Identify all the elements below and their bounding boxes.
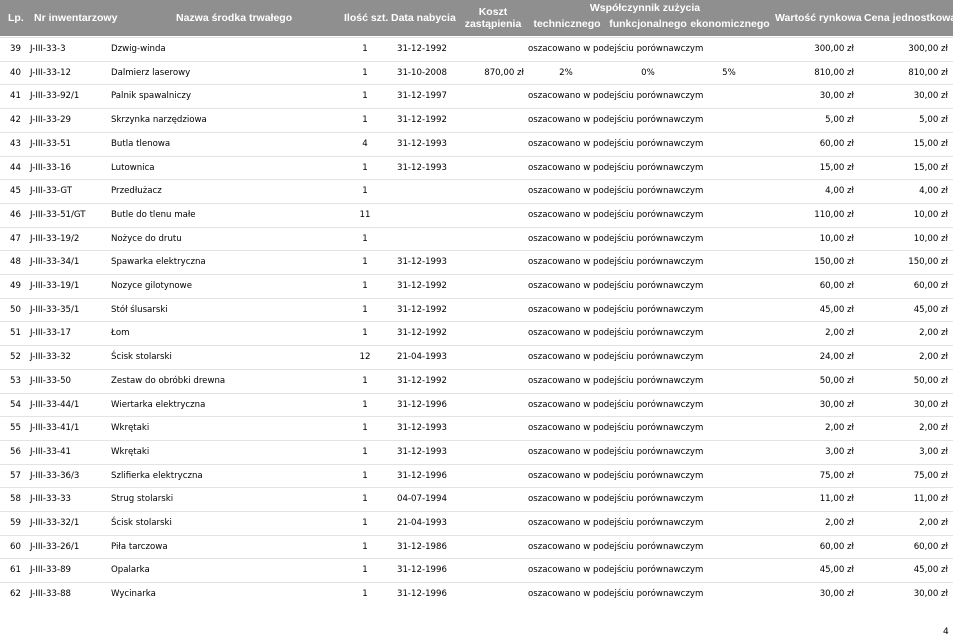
cell-koszt: 870,00 zł <box>484 68 524 78</box>
cell-data: 31-12-1993 <box>397 447 447 457</box>
cell-lp: 47 <box>10 234 21 244</box>
cell-wartosc: 60,00 zł <box>819 281 854 291</box>
cell-note: oszacowano w podejściu porównawczym <box>528 494 704 504</box>
cell-data: 31-12-1992 <box>397 328 447 338</box>
cell-nazwa: Stół ślusarski <box>111 305 168 315</box>
cell-cena: 10,00 zł <box>913 234 948 244</box>
cell-wartosc: 5,00 zł <box>825 115 854 125</box>
cell-lp: 62 <box>10 589 21 599</box>
cell-ilosc: 1 <box>362 494 368 504</box>
cell-ilosc: 1 <box>362 542 368 552</box>
cell-data: 31-12-1986 <box>397 542 447 552</box>
table-row <box>0 582 953 602</box>
cell-wartosc: 11,00 zł <box>819 494 854 504</box>
cell-cena: 5,00 zł <box>919 115 948 125</box>
cell-lp: 45 <box>10 186 21 196</box>
cell-wartosc: 150,00 zł <box>814 257 854 267</box>
cell-wartosc: 30,00 zł <box>819 91 854 101</box>
cell-nazwa: Przedłużacz <box>111 186 162 196</box>
cell-wartosc: 300,00 zł <box>814 44 854 54</box>
cell-data: 04-07-1994 <box>397 494 447 504</box>
cell-ilosc: 1 <box>362 163 368 173</box>
cell-nazwa: Ścisk stolarski <box>111 518 172 528</box>
cell-note: oszacowano w podejściu porównawczym <box>528 565 704 575</box>
cell-ilosc: 11 <box>359 210 371 220</box>
cell-note: oszacowano w podejściu porównawczym <box>528 91 704 101</box>
cell-nazwa: Lutownica <box>111 163 155 173</box>
cell-nr: J-III-33-29 <box>30 115 72 125</box>
cell-data: 31-10-2008 <box>397 68 447 78</box>
page-number: 4 <box>943 627 949 637</box>
cell-note: oszacowano w podejściu porównawczym <box>528 589 704 599</box>
cell-lp: 42 <box>10 115 21 125</box>
cell-nr: J-III-33-34/1 <box>30 257 80 267</box>
table-row <box>0 179 953 199</box>
cell-data: 31-12-1993 <box>397 139 447 149</box>
cell-nazwa: Łom <box>111 328 130 338</box>
cell-lp: 46 <box>10 210 21 220</box>
cell-nr: J-III-33-26/1 <box>30 542 80 552</box>
header-quantity: Ilość szt. <box>344 12 389 24</box>
cell-nr: J-III-33-36/3 <box>30 471 80 481</box>
table-row <box>0 321 953 341</box>
cell-data: 31-12-1992 <box>397 44 447 54</box>
cell-lp: 57 <box>10 471 21 481</box>
cell-nr: J-III-33-19/1 <box>30 281 80 291</box>
cell-nazwa: Butla tlenowa <box>111 139 171 149</box>
cell-ilosc: 12 <box>359 352 371 362</box>
table-row <box>0 535 953 555</box>
cell-cena: 11,00 zł <box>913 494 948 504</box>
cell-wartosc: 15,00 zł <box>819 163 854 173</box>
cell-lp: 39 <box>10 44 21 54</box>
cell-nr: J-III-33-3 <box>30 44 66 54</box>
cell-nr: J-III-33-GT <box>30 186 72 196</box>
cell-cena: 300,00 zł <box>908 44 948 54</box>
cell-data: 31-12-1993 <box>397 423 447 433</box>
cell-nr: J-III-33-32/1 <box>30 518 80 528</box>
cell-nazwa: Opalarka <box>111 565 150 575</box>
cell-ekon: 5% <box>722 68 736 78</box>
cell-wartosc: 24,00 zł <box>819 352 854 362</box>
cell-note: oszacowano w podejściu porównawczym <box>528 281 704 291</box>
cell-wartosc: 10,00 zł <box>819 234 854 244</box>
cell-nr: J-III-33-50 <box>30 376 72 386</box>
cell-ilosc: 1 <box>362 518 368 528</box>
cell-cena: 75,00 zł <box>913 471 948 481</box>
cell-cena: 810,00 zł <box>908 68 948 78</box>
header-unit-price: Cena jednostkowa <box>864 12 957 24</box>
cell-ilosc: 1 <box>362 328 368 338</box>
cell-ilosc: 1 <box>362 234 368 244</box>
cell-nr: J-III-33-32 <box>30 352 72 362</box>
cell-wartosc: 810,00 zł <box>814 68 854 78</box>
cell-ilosc: 1 <box>362 589 368 599</box>
cell-nazwa: Zestaw do obróbki drewna <box>111 376 226 386</box>
cell-ilosc: 4 <box>362 139 368 149</box>
cell-lp: 44 <box>10 163 21 173</box>
cell-wartosc: 60,00 zł <box>819 542 854 552</box>
cell-lp: 50 <box>10 305 21 315</box>
cell-data: 31-12-1997 <box>397 91 447 101</box>
cell-nr: J-III-33-35/1 <box>30 305 80 315</box>
cell-cena: 30,00 zł <box>913 91 948 101</box>
cell-funk: 0% <box>641 68 655 78</box>
cell-wartosc: 110,00 zł <box>814 210 854 220</box>
cell-ilosc: 1 <box>362 68 368 78</box>
table-row <box>0 393 953 413</box>
cell-nr: J-III-33-51/GT <box>30 210 86 220</box>
table-row <box>0 61 953 81</box>
cell-note: oszacowano w podejściu porównawczym <box>528 423 704 433</box>
cell-data: 21-04-1993 <box>397 518 447 528</box>
cell-nazwa: Skrzynka narzędziowa <box>111 115 207 125</box>
cell-ilosc: 1 <box>362 447 368 457</box>
cell-lp: 55 <box>10 423 21 433</box>
cell-nr: J-III-33-17 <box>30 328 72 338</box>
cell-data: 31-12-1992 <box>397 281 447 291</box>
header-economic: ekonomicznego <box>690 18 770 30</box>
cell-data: 31-12-1996 <box>397 400 447 410</box>
cell-nazwa: Dalmierz laserowy <box>111 68 191 78</box>
cell-nazwa: Strug stolarski <box>111 494 174 504</box>
cell-lp: 43 <box>10 139 21 149</box>
cell-wartosc: 2,00 zł <box>825 518 854 528</box>
cell-data: 31-12-1993 <box>397 163 447 173</box>
cell-nazwa: Wycinarka <box>111 589 156 599</box>
cell-nazwa: Nozyce gilotynowe <box>111 281 192 291</box>
table-row <box>0 345 953 365</box>
cell-lp: 54 <box>10 400 21 410</box>
cell-note: oszacowano w podejściu porównawczym <box>528 139 704 149</box>
cell-nr: J-III-33-16 <box>30 163 72 173</box>
cell-nazwa: Butle do tlenu małe <box>111 210 196 220</box>
cell-lp: 61 <box>10 565 21 575</box>
table-row <box>0 108 953 128</box>
header-lp: Lp. <box>8 12 24 24</box>
cell-note: oszacowano w podejściu porównawczym <box>528 257 704 267</box>
table-row <box>0 298 953 318</box>
cell-wartosc: 2,00 zł <box>825 328 854 338</box>
table-row <box>0 369 953 389</box>
cell-data: 31-12-1992 <box>397 305 447 315</box>
cell-note: oszacowano w podejściu porównawczym <box>528 234 704 244</box>
header-inventory-number: Nr inwentarzowy <box>34 12 118 24</box>
cell-cena: 50,00 zł <box>913 376 948 386</box>
cell-lp: 48 <box>10 257 21 267</box>
cell-data: 31-12-1992 <box>397 115 447 125</box>
table-row <box>0 132 953 152</box>
cell-note: oszacowano w podejściu porównawczym <box>528 210 704 220</box>
table-row <box>0 464 953 484</box>
cell-note: oszacowano w podejściu porównawczym <box>528 447 704 457</box>
table-row <box>0 511 953 531</box>
cell-note: oszacowano w podejściu porównawczym <box>528 376 704 386</box>
cell-ilosc: 1 <box>362 400 368 410</box>
cell-ilosc: 1 <box>362 565 368 575</box>
cell-cena: 15,00 zł <box>913 163 948 173</box>
cell-ilosc: 1 <box>362 91 368 101</box>
cell-nr: J-III-33-41/1 <box>30 423 80 433</box>
cell-note: oszacowano w podejściu porównawczym <box>528 163 704 173</box>
cell-data: 31-12-1996 <box>397 589 447 599</box>
table-row <box>0 156 953 176</box>
cell-nr: J-III-33-51 <box>30 139 72 149</box>
cell-note: oszacowano w podejściu porównawczym <box>528 542 704 552</box>
cell-wartosc: 75,00 zł <box>819 471 854 481</box>
cell-lp: 58 <box>10 494 21 504</box>
cell-note: oszacowano w podejściu porównawczym <box>528 518 704 528</box>
cell-nazwa: Ścisk stolarski <box>111 352 172 362</box>
cell-nazwa: Wkrętaki <box>111 423 150 433</box>
table-row <box>0 440 953 460</box>
table-row <box>0 250 953 270</box>
cell-cena: 30,00 zł <box>913 589 948 599</box>
cell-lp: 41 <box>10 91 21 101</box>
table-row <box>0 203 953 223</box>
cell-cena: 15,00 zł <box>913 139 948 149</box>
cell-lp: 52 <box>10 352 21 362</box>
cell-wartosc: 30,00 zł <box>819 589 854 599</box>
cell-nr: J-III-33-33 <box>30 494 72 504</box>
table-header <box>0 0 957 36</box>
cell-ilosc: 1 <box>362 423 368 433</box>
cell-wartosc: 2,00 zł <box>825 423 854 433</box>
cell-nazwa: Palnik spawalniczy <box>111 91 192 101</box>
table-row <box>0 274 953 294</box>
cell-note: oszacowano w podejściu porównawczym <box>528 471 704 481</box>
cell-ilosc: 1 <box>362 115 368 125</box>
header-technical: technicznego <box>533 18 601 30</box>
table-row <box>0 84 953 104</box>
cell-cena: 2,00 zł <box>919 423 948 433</box>
cell-cena: 2,00 zł <box>919 328 948 338</box>
cell-note: oszacowano w podejściu porównawczym <box>528 328 704 338</box>
cell-lp: 51 <box>10 328 21 338</box>
cell-ilosc: 1 <box>362 305 368 315</box>
cell-wartosc: 45,00 zł <box>819 305 854 315</box>
cell-note: oszacowano w podejściu porównawczym <box>528 44 704 54</box>
cell-lp: 56 <box>10 447 21 457</box>
cell-note: oszacowano w podejściu porównawczym <box>528 400 704 410</box>
cell-ilosc: 1 <box>362 471 368 481</box>
cell-ilosc: 1 <box>362 257 368 267</box>
header-market-value: Wartość rynkowa <box>775 12 862 24</box>
header-replacement-cost-2: zastąpienia <box>464 18 522 30</box>
cell-note: oszacowano w podejściu porównawczym <box>528 115 704 125</box>
cell-cena: 45,00 zł <box>913 305 948 315</box>
cell-ilosc: 1 <box>362 376 368 386</box>
table-row <box>0 558 953 578</box>
cell-ilosc: 1 <box>362 186 368 196</box>
header-wear-coefficient: Współczynnik zużycia <box>589 2 701 14</box>
cell-data: 31-12-1996 <box>397 565 447 575</box>
cell-data: 31-12-1992 <box>397 376 447 386</box>
header-functional: funkcjonalnego <box>609 18 687 30</box>
cell-nazwa: Wiertarka elektryczna <box>111 400 206 410</box>
cell-data: 21-04-1993 <box>397 352 447 362</box>
cell-note: oszacowano w podejściu porównawczym <box>528 305 704 315</box>
cell-wartosc: 60,00 zł <box>819 139 854 149</box>
cell-tech: 2% <box>559 68 573 78</box>
cell-nazwa: Szlifierka elektryczna <box>111 471 203 481</box>
cell-lp: 53 <box>10 376 21 386</box>
header-asset-name: Nazwa środka trwałego <box>176 12 293 24</box>
cell-cena: 60,00 zł <box>913 281 948 291</box>
table-row <box>0 37 953 57</box>
cell-nazwa: Nożyce do drutu <box>111 234 182 244</box>
cell-nazwa: Spawarka elektryczna <box>111 257 206 267</box>
cell-lp: 60 <box>10 542 21 552</box>
cell-data: 31-12-1993 <box>397 257 447 267</box>
cell-wartosc: 3,00 zł <box>825 447 854 457</box>
cell-cena: 30,00 zł <box>913 400 948 410</box>
cell-nr: J-III-33-92/1 <box>30 91 80 101</box>
header-acquisition-date: Data nabycia <box>391 12 456 24</box>
cell-nazwa: Dzwig-winda <box>111 44 166 54</box>
cell-ilosc: 1 <box>362 44 368 54</box>
cell-cena: 45,00 zł <box>913 565 948 575</box>
cell-nazwa: Wkrętaki <box>111 447 150 457</box>
cell-nr: J-III-33-19/2 <box>30 234 80 244</box>
cell-note: oszacowano w podejściu porównawczym <box>528 186 704 196</box>
cell-lp: 49 <box>10 281 21 291</box>
table-row <box>0 227 953 247</box>
cell-data: 31-12-1996 <box>397 471 447 481</box>
cell-nr: J-III-33-89 <box>30 565 72 575</box>
cell-cena: 10,00 zł <box>913 210 948 220</box>
cell-cena: 3,00 zł <box>919 447 948 457</box>
cell-cena: 4,00 zł <box>919 186 948 196</box>
cell-cena: 150,00 zł <box>908 257 948 267</box>
cell-nr: J-III-33-88 <box>30 589 72 599</box>
cell-lp: 59 <box>10 518 21 528</box>
cell-nazwa: Piła tarczowa <box>111 542 168 552</box>
table-row <box>0 416 953 436</box>
cell-note: oszacowano w podejściu porównawczym <box>528 352 704 362</box>
cell-lp: 40 <box>10 68 21 78</box>
cell-wartosc: 45,00 zł <box>819 565 854 575</box>
cell-wartosc: 50,00 zł <box>819 376 854 386</box>
cell-cena: 2,00 zł <box>919 518 948 528</box>
cell-nr: J-III-33-12 <box>30 68 72 78</box>
header-replacement-cost-1: Koszt <box>478 6 508 18</box>
cell-ilosc: 1 <box>362 281 368 291</box>
cell-nr: J-III-33-44/1 <box>30 400 80 410</box>
cell-cena: 60,00 zł <box>913 542 948 552</box>
cell-cena: 2,00 zł <box>919 352 948 362</box>
cell-nr: J-III-33-41 <box>30 447 72 457</box>
cell-wartosc: 30,00 zł <box>819 400 854 410</box>
table-row <box>0 487 953 507</box>
cell-wartosc: 4,00 zł <box>825 186 854 196</box>
